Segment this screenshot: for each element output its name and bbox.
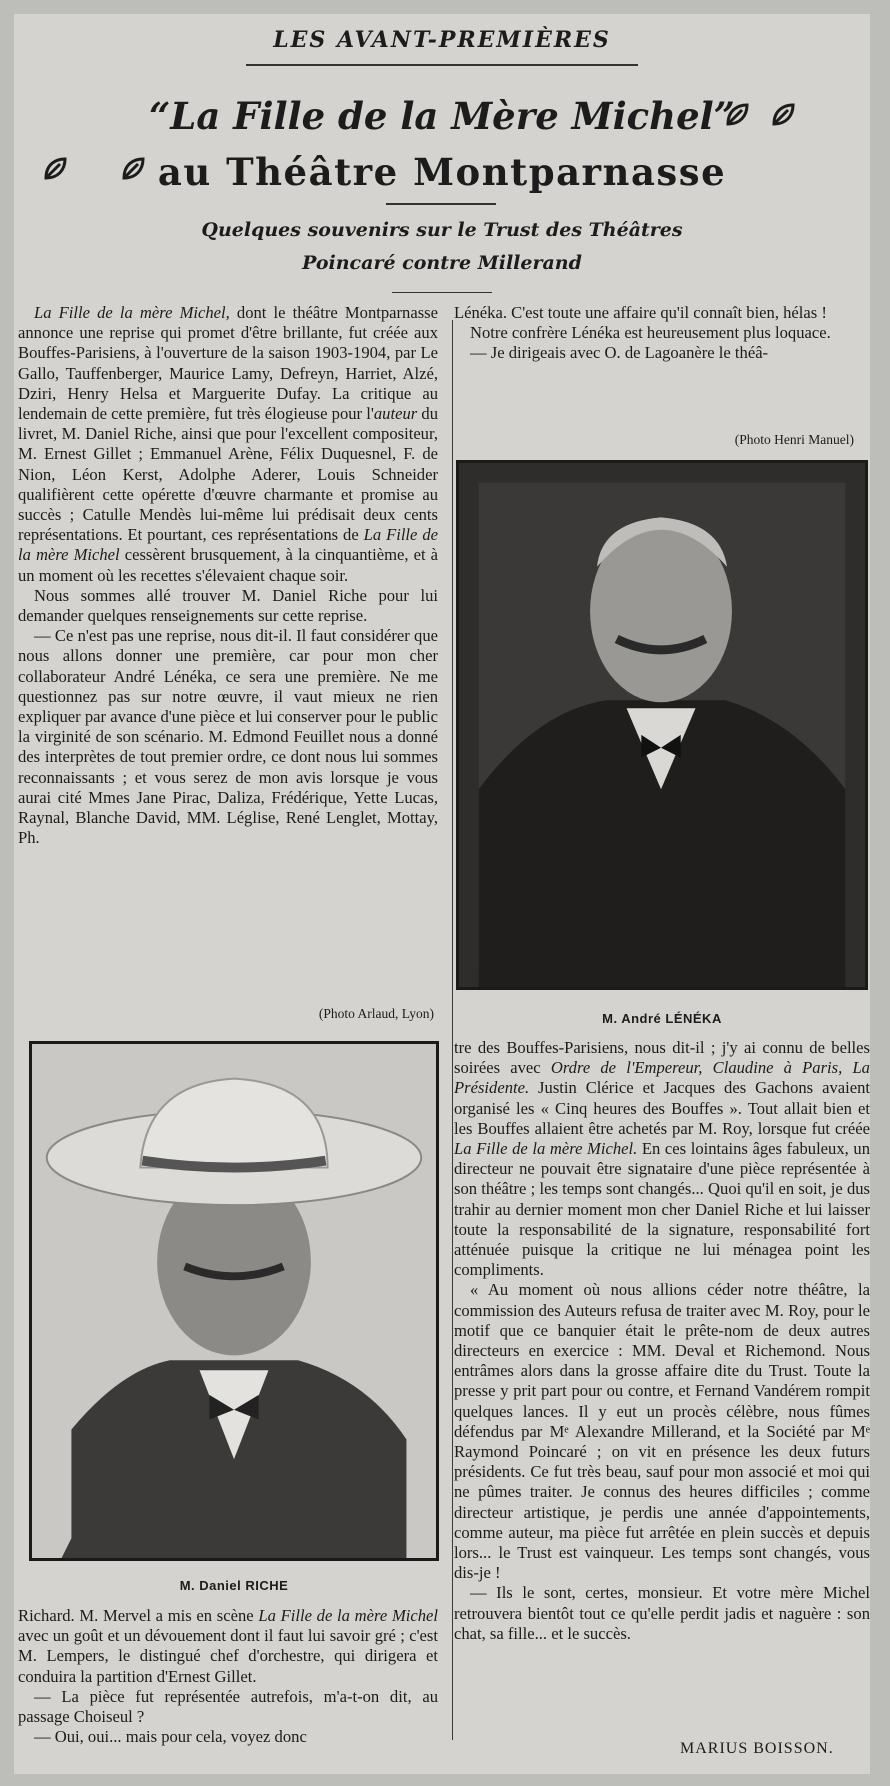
paragraph: [454, 1038, 870, 1280]
photo-credit-leneka: (Photo Henri Manuel): [734, 432, 854, 447]
portrait-image: [32, 1044, 436, 1558]
photo-caption-riche: M. Daniel RICHE: [179, 1578, 289, 1593]
headline-line-2: au Théâtre Montparnasse: [157, 150, 727, 194]
paragraph: — Ce n'est pas une reprise, nous dit-il. Il faut considérer que nous allons donner une première, car pour mon cher collaborateur André Lénéka, ce sera une première. Ne me questionnez pas sur notre œuvre, il vaut mieux ne rien expliquer par avance d'une pièce et lui conserver pour le public la virginité de son scénario. M. Edmond Feuillet nous a donné des interprètes de tout premier ordre, ce dont nous lui sommes reconnaissants ; et vous serez de mon avis lorsque je vous aurai cité Mmes Jane Pirac, Daliza, Frédérique, Yette Lucas, Raynal, Blanche David, MM. Léglise, René Lenglet, Mottay, Ph.: [18, 626, 438, 848]
headline-line-1: “La Fille de la Mère Michel”: [149, 94, 735, 138]
paragraph: [18, 1606, 438, 1687]
paragraph: — Je dirigeais avec O. de Lagoanère le théâ-: [470, 343, 769, 363]
text-span: avec un goût et un dévouement dont il faut lui savoir gré ; c'est M. Lempers, le distingué chef d'orchestre, qui dirigera et conduira la partition d'Ernest Gillet.: [18, 1626, 438, 1686]
headline-divider: [386, 203, 496, 205]
play-title: La Fille de la mère Michel,: [34, 303, 230, 322]
emphasis: auteur: [373, 404, 418, 424]
author-signature: MARIUS BOISSON.: [680, 1740, 834, 1757]
photo-credit-riche: (Photo Arlaud, Lyon): [318, 1006, 434, 1021]
article-right-top: [454, 303, 870, 364]
play-title: La Fille de la mère Michel.: [454, 1139, 638, 1159]
subheadline-divider: [392, 292, 492, 293]
text-span: du livret, M. Daniel Riche, ainsi que pour l'excellent compositeur, M. Ernest Gillet ; Emmanuel Arène, Félix Duquesnel, F. de Nion, Léon Kerst, Adolphe Aderer, Louis Schneider qualifièrent cette opérette d'œuvre charmante et promise au succès ; Catulle Mendès lui-même lui prédisait deux cents représentations. Et pourtant, ces représentations de: [18, 404, 438, 545]
paragraph: Nous sommes allé trouver M. Daniel Riche pour lui demander quelques renseignements sur cette reprise.: [18, 585, 438, 626]
text-span: En ces lointains âges fabuleux, un directeur ne pouvait être signataire d'une pièce représentée à son théâtre ; les temps sont changés... Quoi qu'il en soit, je dus trahir au dernier moment mon cher Daniel Riche et lui laisser toute la responsabilité de la signature, responsabilité fort atténuée puisque la critique ne lui ménagea point les compliments.: [454, 1139, 870, 1280]
section-kicker: LES AVANT-PREMIÈRES: [273, 27, 611, 53]
article-left-top: [18, 303, 438, 848]
subheadline-line-1: Quelques souvenirs sur le Trust des Théâtres: [201, 219, 683, 241]
paragraph: [18, 303, 438, 586]
subheadline-line-2: Poincaré contre Millerand: [302, 252, 582, 274]
play-title: La Fille de la mère Michel: [258, 1606, 439, 1625]
play-title: La Fille de la mère Michel: [18, 525, 438, 565]
photo-caption-leneka: M. André LÉNÉKA: [602, 1011, 722, 1026]
paragraph: — Oui, oui... mais pour cela, voyez donc: [34, 1727, 307, 1747]
play-titles: Ordre de l'Empereur, Claudine à Paris, La Présidente.: [454, 1058, 870, 1098]
text-span: Justin Clérice et Jacques des Gachons avaient organisé les « Cinq heures des Bouffes ». Tout allait bien et les Bouffes allaient être achetés par M. Roy, lorsque fut créée: [454, 1078, 870, 1138]
paragraph: Lénéka. C'est toute une affaire qu'il connaît bien, hélas !: [454, 303, 827, 322]
text-span: tre des Bouffes-Parisiens, nous dit-il ; j'y ai connu de belles soirées avec: [454, 1038, 870, 1078]
article-left-bottom: [18, 1606, 438, 1747]
column-rule: [452, 320, 453, 1740]
paragraph: — Ils le sont, certes, monsieur. Et votre mère Michel retrouvera bientôt tout ce qu'elle perdit jadis et naguère : son chat, sa fille... et le succès.: [454, 1583, 870, 1643]
text-span: Richard. M. Mervel a mis en scène: [18, 1606, 259, 1625]
text-span: dont le théâtre Montparnasse annonce une reprise qui promet d'être brillante, fut créée aux Bouffes-Parisiens, à l'ouverture de la saison 1903-1904, par Le Gallo, Tauffenberger, Maurice Lamy, Defreyn, Harriet, Alzé, Dziri, Henry Helsa et Marguerite Dufay. La critique au lendemain de cette première, fut très élogieuse pour l': [18, 303, 438, 424]
header-divider: [246, 64, 638, 66]
paragraph: « Au moment où nous allions céder notre théâtre, la commission des Auteurs refusa de traiter avec M. Roy, pour le motif que ce banquier était le prête-nom de deux autres directeurs en exercice : MM. Deval et Richemond. Nous entrâmes alors dans la grosse affaire dite du Trust. Toute la presse y prit part pour ou contre, et Fernand Vandérem rompit quelques lances. Il y eut un procès célèbre, nous fûmes défendus par Mᵉ Alexandre Millerand, et la Société par Mᵉ Raymond Poincaré ; on vit en présence les deux futurs présidents. Ce fut très beau, sauf pour mon associé et moi qui ne pûmes traiter. Je connus des heures difficiles ; comme directeur artistique, je perdis une année d'appointements, comme auteur, ma pièce fut arrêtée en plein succès et depuis lors... le Trust est vainqueur. Les temps sont changés, vous dis-je !: [454, 1280, 870, 1583]
portrait-image: [459, 463, 865, 987]
portrait-photo-daniel-riche: [29, 1041, 439, 1561]
paragraph: Notre confrère Lénéka est heureusement plus loquace.: [470, 323, 831, 343]
newspaper-page: [14, 14, 870, 1774]
text-span: cessèrent brusquement, à la cinquantième, et à un moment où les recettes s'élevaient chaque soir.: [18, 545, 438, 585]
portrait-photo-andre-leneka: [456, 460, 868, 990]
article-right-bottom: [454, 1038, 870, 1644]
paragraph: — La pièce fut représentée autrefois, m'a-t-on dit, au passage Choiseul ?: [18, 1686, 438, 1727]
